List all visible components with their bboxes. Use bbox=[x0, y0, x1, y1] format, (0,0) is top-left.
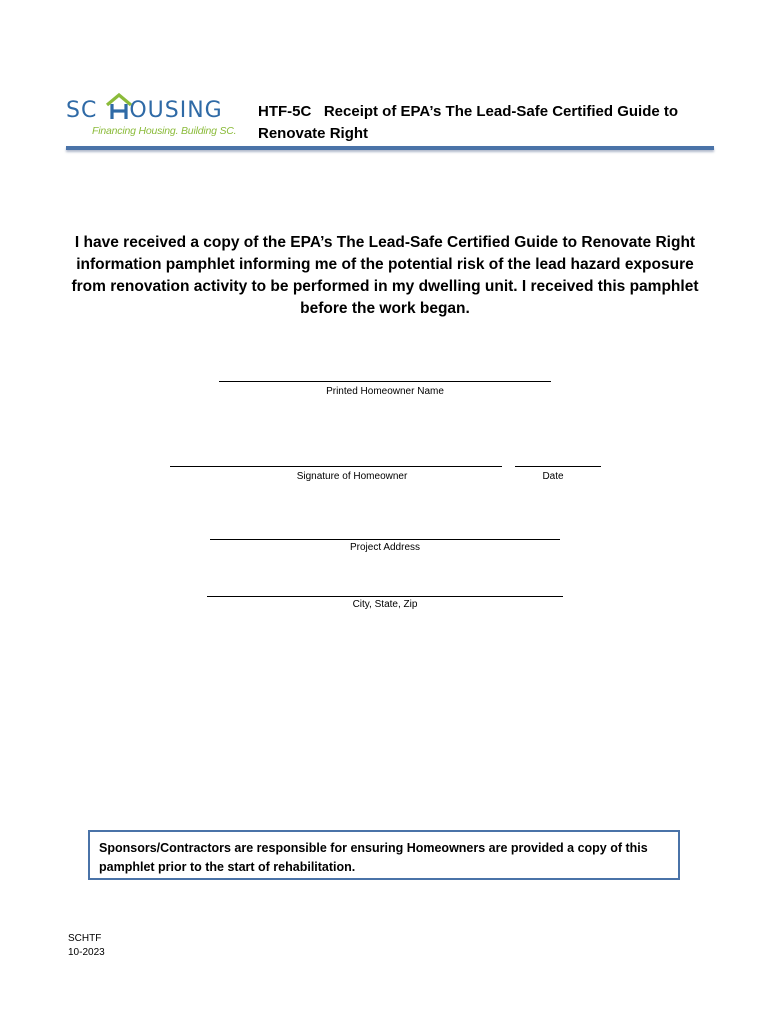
footer-date: 10-2023 bbox=[68, 947, 105, 958]
footer-code: SCHTF bbox=[68, 933, 102, 944]
city-state-zip-line[interactable] bbox=[207, 596, 563, 597]
printed-name-line[interactable] bbox=[219, 381, 551, 382]
contractor-notice: Sponsors/Contractors are responsible for ensuring Homeowners are provided a copy of this pamphlet prior to the start of rehabilitation. bbox=[88, 830, 680, 880]
date-label: Date bbox=[542, 471, 564, 482]
printed-name-label: Printed Homeowner Name bbox=[326, 386, 444, 397]
signature-line[interactable] bbox=[170, 466, 502, 467]
date-line[interactable] bbox=[515, 466, 601, 467]
signature-label: Signature of Homeowner bbox=[296, 471, 408, 482]
project-address-line[interactable] bbox=[210, 539, 560, 540]
city-state-zip-label: City, State, Zip bbox=[352, 599, 418, 610]
logo-wordmark bbox=[66, 98, 223, 123]
logo-brand-left: SC bbox=[66, 98, 98, 123]
header-divider bbox=[66, 146, 714, 150]
form-title-line1: HTF-5C Receipt of EPA’s The Lead-Safe Certified Guide to bbox=[258, 103, 679, 120]
form-title-line2: Renovate Right bbox=[258, 125, 369, 142]
form-title bbox=[258, 101, 708, 145]
house-icon bbox=[104, 92, 134, 120]
footer-form-code bbox=[68, 932, 105, 960]
project-address-label: Project Address bbox=[349, 542, 421, 553]
logo-tagline: Financing Housing. Building SC. bbox=[92, 125, 237, 137]
logo-brand-right: OUSING bbox=[129, 98, 223, 123]
schousing-logo bbox=[66, 94, 242, 140]
receipt-statement: I have received a copy of the EPA’s The Lead-Safe Certified Guide to Renovate Right information pamphlet informing me of the potential risk of the lead hazard exposure from renovation activity to be performed in my dwelling unit. I received this pamphlet before the work began. bbox=[71, 234, 699, 317]
